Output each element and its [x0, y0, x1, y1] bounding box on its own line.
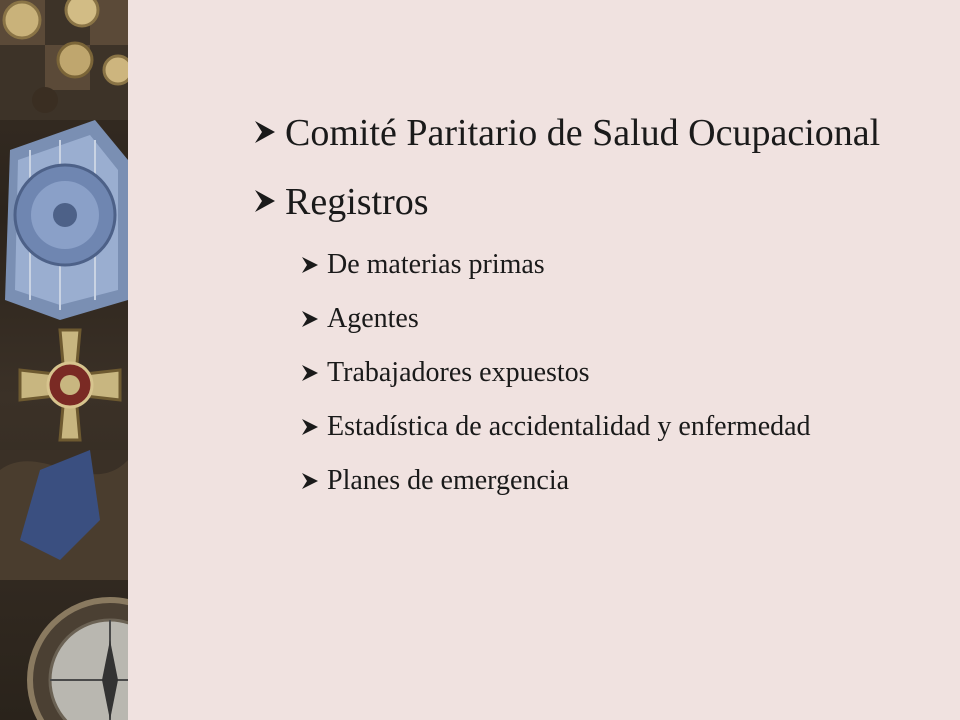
bullet-text: Planes de emergencia: [327, 465, 570, 496]
bullet-comite: [252, 110, 932, 156]
bullet-text: Registros: [285, 181, 429, 223]
sub-bullet-agentes: [252, 302, 932, 336]
arrow-bullet-icon: [300, 410, 322, 444]
sub-bullet-materias-primas: [252, 248, 932, 282]
arrow-bullet-icon: [300, 248, 322, 282]
arrow-bullet-icon: [300, 356, 322, 390]
bullet-text: Comité Paritario de Salud Ocupacional: [285, 112, 881, 154]
bullet-text: Estadística de accidentalidad y enfermedad: [327, 411, 811, 442]
sub-bullet-planes: [252, 464, 932, 498]
bullet-text: Agentes: [327, 303, 419, 334]
arrow-bullet-icon: [300, 302, 322, 336]
sub-bullet-estadistica: [252, 410, 847, 444]
arrow-bullet-icon: [252, 179, 280, 225]
bullet-registros: [252, 179, 932, 225]
slide-body: [252, 110, 932, 498]
bullet-text: De materias primas: [327, 249, 545, 280]
arrow-bullet-icon: [300, 464, 322, 498]
arrow-bullet-icon: [252, 110, 280, 156]
sub-bullet-trabajadores: [252, 356, 932, 390]
decorative-medal-image: [0, 0, 128, 720]
bullet-text: Trabajadores expuestos: [327, 357, 590, 388]
